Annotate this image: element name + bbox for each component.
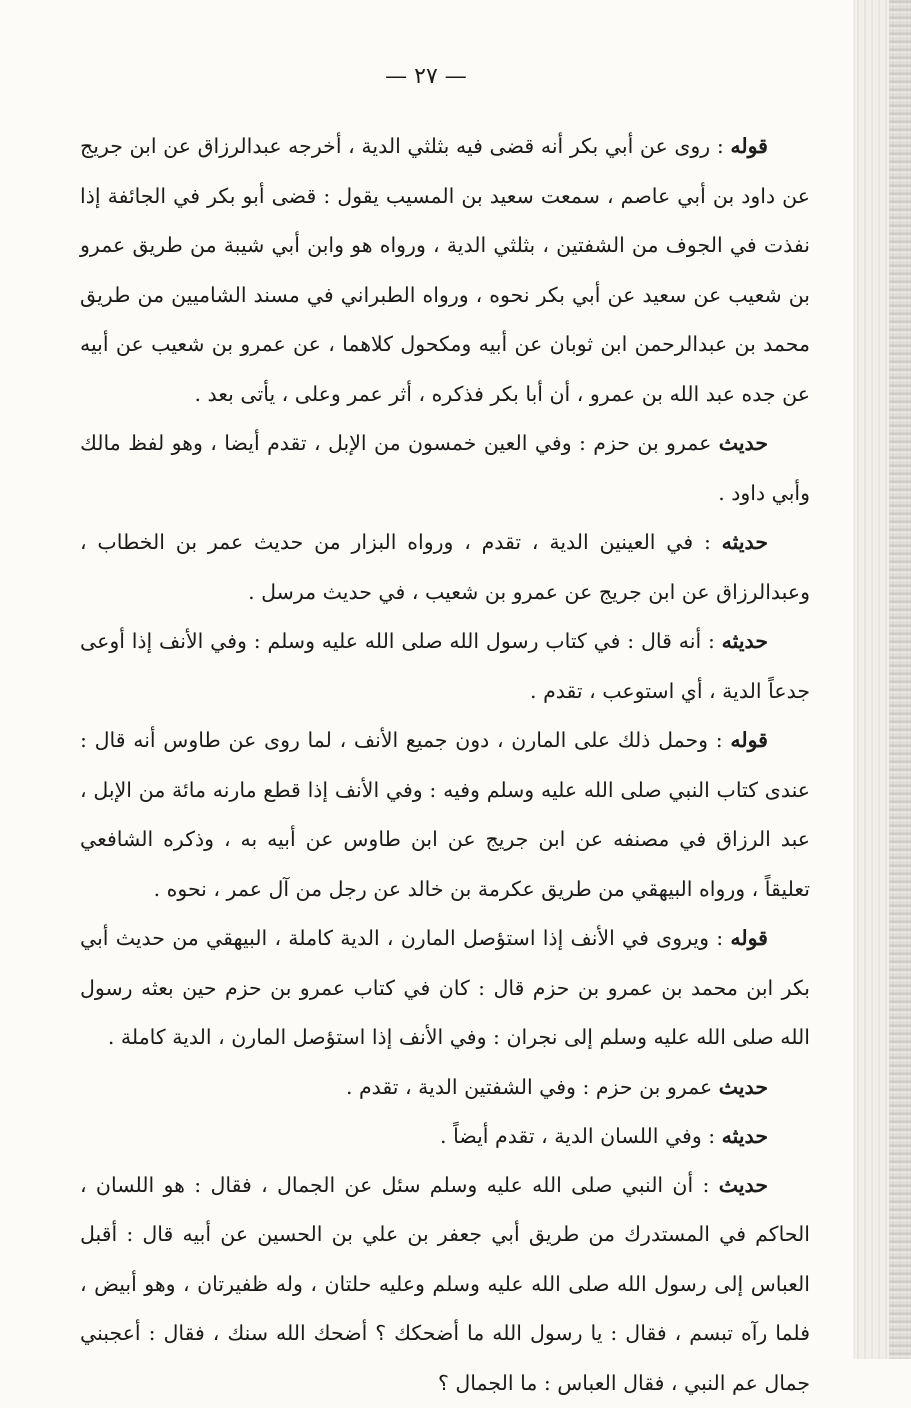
- paragraph-text: : وفي اللسان الدية ، تقدم أيضاً .: [440, 1124, 722, 1148]
- paper-edge: [853, 0, 911, 1359]
- paragraph-lead: حديثه: [722, 629, 768, 653]
- paragraph-lead: قوله: [730, 134, 768, 158]
- paragraph-6: [80, 914, 810, 1063]
- paragraph-text: عمرو بن حزم : وفي العين خمسون من الإبل ، تقدم أيضا ، وهو لفظ مالك وأبي داود .: [80, 431, 810, 505]
- paragraph-text: : في العينين الدية ، تقدم ، ورواه البزار من حديث عمر بن الخطاب ، وعبدالرزاق عن ابن جريج عن عمرو بن شعيب ، في حديث مرسل .: [80, 530, 810, 604]
- paragraph-2: [80, 419, 810, 518]
- page-number: — ٢٧ —: [0, 64, 852, 89]
- paragraph-lead: قوله: [730, 728, 768, 752]
- paragraph-lead: قوله: [730, 926, 768, 950]
- paragraph-lead: حديثه: [722, 1124, 768, 1148]
- paragraph-lead: حديث: [719, 1075, 768, 1099]
- page-body: [80, 122, 810, 1408]
- paragraph-8: [80, 1112, 810, 1161]
- paragraph-text: : وحمل ذلك على المارن ، دون جميع الأنف ، لما روى عن طاوس أنه قال : عندى كتاب النبي صلى الله عليه وسلم وفيه : وفي الأنف إذا قطع مارنه مائة من الإبل ، عبد الرزاق في مصنفه عن ابن جريج عن ابن طاوس عن أبيه به ، وذكره الشافعي تعليقاً ، ورواه البيهقي من طريق عكرمة بن خالد عن رجل من آل عمر ، نحوه .: [80, 728, 810, 901]
- paragraph-text: : ويروى في الأنف إذا استؤصل المارن ، الدية كاملة ، البيهقي من حديث أبي بكر ابن محمد بن عمرو بن حزم قال : كان في كتاب عمرو بن حزم حين بعثه رسول الله صلى الله عليه وسلم إلى نجران : وفي الأنف إذا استؤصل المارن ، الدية كاملة .: [80, 926, 810, 1049]
- paragraph-text: : أنه قال : في كتاب رسول الله صلى الله عليه وسلم : وفي الأنف إذا أوعى جدعاً الدية ، أي استوعب ، تقدم .: [80, 629, 810, 703]
- paragraph-3: [80, 518, 810, 617]
- paragraph-lead: حديث: [719, 1173, 768, 1197]
- paragraph-text: : روى عن أبي بكر أنه قضى فيه بثلثي الدية ، أخرجه عبدالرزاق عن ابن جريج عن داود بن أبي عاصم ، سمعت سعيد بن المسيب يقول : قضى أبو بكر في الجائفة إذا نفذت في الجوف من الشفتين ، بثلثي الدية ، ورواه هو وابن أبي شيبة من طريق عمرو بن شعيب عن سعيد عن أبي بكر نحوه ، ورواه الطبراني في مسند الشاميين من طريق محمد بن عبدالرحمن ابن ثوبان عن أبيه ومكحول كلاهما ، عن عمرو بن شعيب عن أبيه عن جده عبد الله بن عمرو ، أن أبا بكر فذكره ، أثر عمر وعلى ، يأتى بعد .: [80, 134, 810, 406]
- paragraph-lead: حديث: [719, 431, 768, 455]
- paragraph-4: [80, 617, 810, 716]
- paragraph-7: [80, 1063, 810, 1112]
- paragraph-text: عمرو بن حزم : وفي الشفتين الدية ، تقدم .: [346, 1075, 719, 1099]
- paragraph-1: [80, 122, 810, 419]
- paragraph-lead: حديثه: [722, 530, 768, 554]
- paragraph-9: [80, 1161, 810, 1408]
- paragraph-5: [80, 716, 810, 914]
- paragraph-text: : أن النبي صلى الله عليه وسلم سئل عن الجمال ، فقال : هو اللسان ، الحاكم في المستدرك من طريق أبي جعفر بن علي بن الحسين عن أبيه قال : أقبل العباس إلى رسول الله صلى الله عليه وسلم وعليه حلتان ، وله ظفيرتان ، وهو أبيض ، فلما رآه تبسم ، فقال : يا رسول الله ما أضحكك ؟ أضحك الله سنك ، فقال : أعجبني جمال عم النبي ، فقال العباس : ما الجمال ؟: [80, 1173, 810, 1395]
